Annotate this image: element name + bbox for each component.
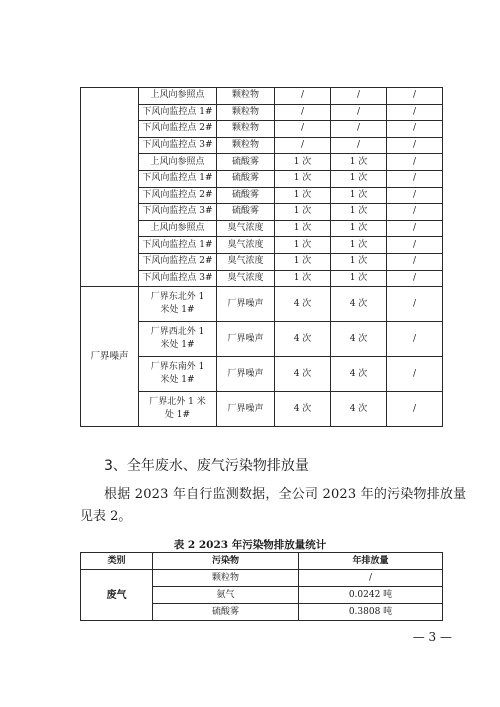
monitoring-point: 厂界东北外 1 米处 1# xyxy=(139,287,217,322)
frequency-cell: / xyxy=(387,253,443,270)
monitoring-point: 下风向监控点 2# xyxy=(139,121,217,138)
monitoring-point: 下风向监控点 2# xyxy=(139,187,217,204)
frequency-cell: 4 次 xyxy=(331,392,387,427)
monitoring-item: 颗粒物 xyxy=(217,137,275,154)
monitoring-item: 硫酸雾 xyxy=(217,170,275,187)
monitoring-point: 上风向参照点 xyxy=(139,154,217,171)
paragraph-line-2: 见表 2。 xyxy=(80,509,132,524)
frequency-cell: 1 次 xyxy=(331,204,387,221)
monitoring-point: 下风向监控点 1# xyxy=(139,170,217,187)
frequency-cell: / xyxy=(275,137,331,154)
monitoring-point: 下风向监控点 2# xyxy=(139,253,217,270)
amount-cell: / xyxy=(299,570,443,587)
monitoring-item: 厂界噪声 xyxy=(217,392,275,427)
monitoring-point: 厂界西北外 1 米处 1# xyxy=(139,322,217,357)
frequency-cell: 1 次 xyxy=(275,220,331,237)
pollutant-cell: 硫酸雾 xyxy=(153,604,299,621)
monitoring-item: 厂界噪声 xyxy=(217,287,275,322)
table-row xyxy=(81,287,443,322)
monitoring-point: 下风向监控点 1# xyxy=(139,104,217,121)
monitoring-item: 臭气浓度 xyxy=(217,270,275,287)
amount-cell: 0.0242 吨 xyxy=(299,587,443,604)
header-pollutant: 污染物 xyxy=(153,553,299,570)
frequency-cell: 1 次 xyxy=(331,270,387,287)
frequency-cell: / xyxy=(331,121,387,138)
frequency-cell: 4 次 xyxy=(275,357,331,392)
monitoring-point: 下风向监控点 3# xyxy=(139,137,217,154)
monitoring-item: 厂界噪声 xyxy=(217,322,275,357)
header-type: 类别 xyxy=(81,553,153,570)
frequency-cell: / xyxy=(387,104,443,121)
monitoring-item: 臭气浓度 xyxy=(217,220,275,237)
page-number: — 3 — xyxy=(412,630,452,644)
monitoring-item: 臭气浓度 xyxy=(217,253,275,270)
frequency-cell: / xyxy=(387,154,443,171)
frequency-cell: 4 次 xyxy=(331,357,387,392)
frequency-cell: / xyxy=(387,270,443,287)
section-heading: 3、全年废水、废气污染物排放量 xyxy=(104,458,309,474)
pollutant-cell: 氨气 xyxy=(153,587,299,604)
monitoring-point: 下风向监控点 3# xyxy=(139,204,217,221)
frequency-cell: 1 次 xyxy=(331,220,387,237)
frequency-cell: 4 次 xyxy=(331,287,387,322)
monitoring-point: 下风向监控点 3# xyxy=(139,270,217,287)
table-caption: 表 2 2023 年污染物排放量统计 xyxy=(173,539,327,551)
monitoring-item: 颗粒物 xyxy=(217,104,275,121)
table-header-row xyxy=(81,553,443,570)
frequency-cell: 1 次 xyxy=(331,237,387,254)
frequency-cell: / xyxy=(275,88,331,105)
frequency-cell: 4 次 xyxy=(275,392,331,427)
monitoring-item: 硫酸雾 xyxy=(217,187,275,204)
frequency-cell: 1 次 xyxy=(331,253,387,270)
frequency-cell: 1 次 xyxy=(275,204,331,221)
frequency-cell: 1 次 xyxy=(275,253,331,270)
frequency-cell: 1 次 xyxy=(275,270,331,287)
frequency-cell: / xyxy=(387,204,443,221)
frequency-cell: 1 次 xyxy=(275,170,331,187)
frequency-cell: / xyxy=(387,137,443,154)
monitoring-point: 下风向监控点 1# xyxy=(139,237,217,254)
frequency-cell: / xyxy=(387,170,443,187)
frequency-cell: / xyxy=(387,392,443,427)
monitoring-item: 硫酸雾 xyxy=(217,154,275,171)
frequency-cell: / xyxy=(387,121,443,138)
frequency-cell: / xyxy=(387,287,443,322)
frequency-cell: / xyxy=(331,137,387,154)
frequency-cell: 1 次 xyxy=(275,187,331,204)
monitoring-item: 颗粒物 xyxy=(217,88,275,105)
frequency-cell: 1 次 xyxy=(331,187,387,204)
monitoring-item: 颗粒物 xyxy=(217,121,275,138)
frequency-cell: / xyxy=(387,187,443,204)
monitoring-point: 厂界北外 1 米处 1# xyxy=(139,392,217,427)
noise-category-cell: 厂界噪声 xyxy=(81,287,139,427)
amount-cell: 0.3808 吨 xyxy=(299,604,443,621)
monitoring-item: 硫酸雾 xyxy=(217,204,275,221)
frequency-cell: / xyxy=(331,88,387,105)
monitoring-item: 臭气浓度 xyxy=(217,237,275,254)
frequency-cell: 1 次 xyxy=(331,154,387,171)
category-cell: 废气 xyxy=(81,570,153,621)
frequency-cell: / xyxy=(331,104,387,121)
frequency-cell: / xyxy=(275,121,331,138)
frequency-cell: / xyxy=(387,220,443,237)
emission-statistics-table xyxy=(80,552,443,621)
frequency-cell: / xyxy=(387,322,443,357)
frequency-cell: 1 次 xyxy=(331,170,387,187)
frequency-cell: 1 次 xyxy=(275,237,331,254)
frequency-cell: / xyxy=(275,104,331,121)
header-amount: 年排放量 xyxy=(299,553,443,570)
monitoring-point: 厂界东南外 1 米处 1# xyxy=(139,357,217,392)
frequency-cell: / xyxy=(387,237,443,254)
table-row xyxy=(81,570,443,587)
monitoring-point: 上风向参照点 xyxy=(139,88,217,105)
table-row xyxy=(81,88,443,105)
frequency-cell: 1 次 xyxy=(275,154,331,171)
pollutant-cell: 颗粒物 xyxy=(153,570,299,587)
monitoring-frequency-table xyxy=(80,87,443,427)
paragraph-line-1: 根据 2023 年自行监测数据，全公司 2023 年的污染物排放量 xyxy=(104,487,467,502)
monitoring-point: 上风向参照点 xyxy=(139,220,217,237)
category-cell-empty xyxy=(81,88,139,287)
monitoring-item: 厂界噪声 xyxy=(217,357,275,392)
frequency-cell: / xyxy=(387,357,443,392)
frequency-cell: 4 次 xyxy=(275,322,331,357)
frequency-cell: 4 次 xyxy=(331,322,387,357)
frequency-cell: 4 次 xyxy=(275,287,331,322)
frequency-cell: / xyxy=(387,88,443,105)
